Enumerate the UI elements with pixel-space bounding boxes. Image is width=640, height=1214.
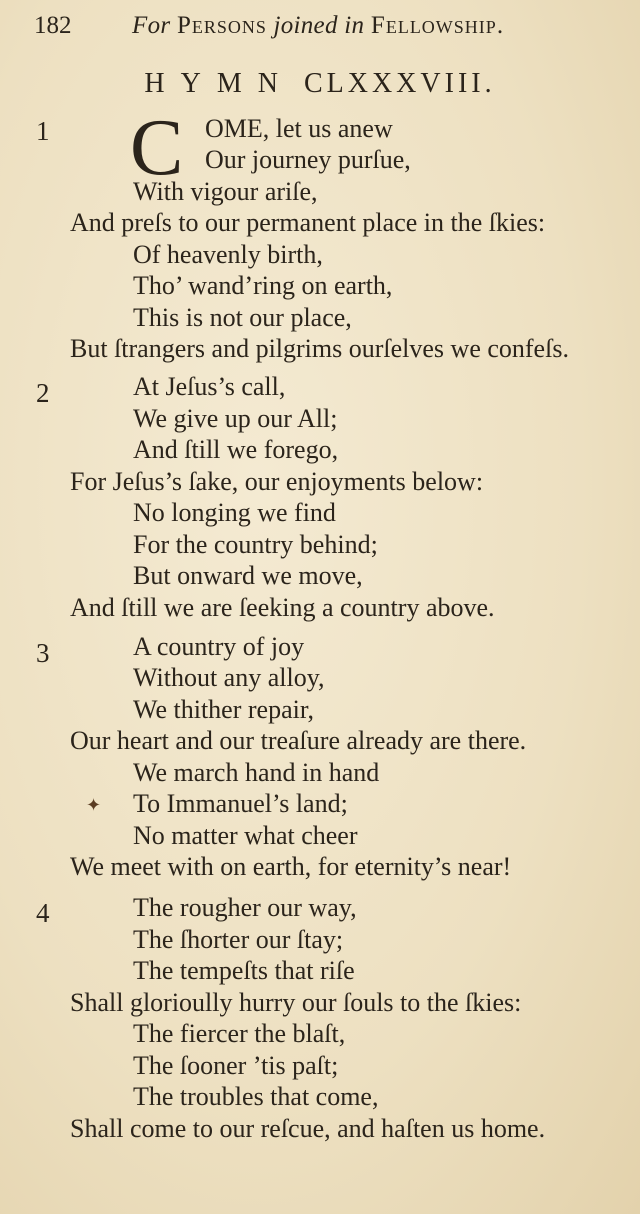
hymn-line: The fiercer the blaſt, (133, 1019, 346, 1048)
hymn-line: At Jeſus’s call, (133, 372, 286, 401)
hymn-line: Our heart and our treaſure already are there. (70, 726, 527, 755)
running-title-for: For (132, 12, 171, 39)
drop-cap: C (130, 104, 184, 192)
hymn-line: Without any alloy, (133, 663, 325, 692)
hymn-line: To Immanuel’s land; (133, 789, 348, 818)
hymn-line: The rougher our way, (133, 893, 357, 922)
hymn-line: Our journey purſue, (205, 145, 411, 174)
hymn-line: Shall come to our reſcue, and haſten us home. (70, 1114, 546, 1143)
hymn-line: The tempeſts that riſe (133, 956, 355, 985)
page-number: 182 (34, 12, 72, 39)
running-title-joined: joined in (273, 12, 365, 39)
stanza-number: 2 (36, 378, 50, 408)
hymn-line: But onward we move, (133, 561, 363, 590)
hymn-line: And ſtill we are ſeeking a country above. (70, 593, 495, 622)
hymn-line: And ſtill we forego, (133, 435, 339, 464)
hymn-line: This is not our place, (133, 303, 352, 332)
hymn-title-word: HYMN (144, 68, 294, 99)
hymn-line: No matter what cheer (133, 821, 358, 850)
hymn-line: We meet with on earth, for eternity’s near! (70, 852, 512, 881)
hymn-line: The ſooner ’tis paſt; (133, 1051, 339, 1080)
hymn-line: And preſs to our permanent place in the ſkies: (70, 208, 546, 237)
hymn-title-number: CLXXXVIII. (303, 68, 496, 99)
ink-mark-icon: ✦ (86, 795, 102, 815)
stanza-number: 4 (36, 898, 50, 928)
running-title-persons: Persons (176, 12, 267, 39)
hymn-line: A country of joy (133, 632, 305, 661)
running-head (34, 12, 612, 44)
hymn-line: With vigour ariſe, (133, 177, 318, 206)
hymn-line: The troubles that come, (133, 1082, 379, 1111)
hymn-line: We march hand in hand (133, 758, 380, 787)
hymn-line: OME, let us anew (205, 114, 393, 143)
hymn-line: Shall glorioully hurry our ſouls to the ſkies: (70, 988, 522, 1017)
hymn-line: The ſhorter our ſtay; (133, 925, 344, 954)
hymn-line: But ſtrangers and pilgrims ourſelves we confeſs. (70, 334, 569, 363)
running-title-fellowship: Fellowship. (370, 12, 505, 39)
hymn-title (0, 68, 640, 100)
hymn-line: We give up our All; (133, 404, 338, 433)
stanza-number: 1 (36, 116, 50, 146)
stanza-number: 3 (36, 638, 50, 668)
hymn-line: Of heavenly birth, (133, 240, 323, 269)
hymn-line: No longing we find (133, 498, 336, 527)
hymn-line: For the country behind; (133, 530, 378, 559)
hymn-line: We thither repair, (133, 695, 314, 724)
hymn-line: For Jeſus’s ſake, our enjoyments below: (70, 467, 484, 496)
hymn-line: Tho’ wand’ring on earth, (133, 271, 393, 300)
running-title (132, 12, 504, 40)
